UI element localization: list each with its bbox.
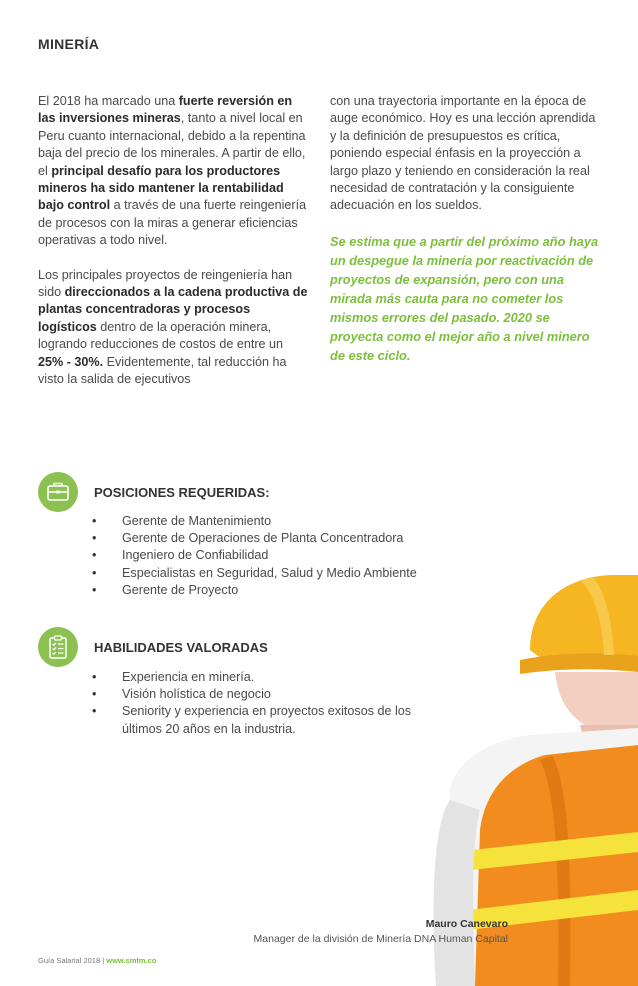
briefcase-icon [38,472,78,512]
right-column [330,93,602,365]
list-item: • Gerente de Operaciones de Planta Concentradora [92,530,452,547]
positions-title: POSICIONES REQUERIDAS: [94,485,270,500]
list-item: • Seniority y experiencia en proyectos exitosos de los últimos 20 años en la industria. [92,703,442,737]
signature-name: Mauro Canevaro [425,918,508,930]
left-paragraph-2: Los principales proyectos de reingeniería han sido direccionados a la cadena productiva de plantas concentradoras y procesos logísticos dentro de la operación minera, logrando reducciones de costos de entre un 25% - 30%. Evidentemente, tal reducción ha visto la salida de ejecutivos [38,267,308,387]
list-item: • Visión holística de negocio [92,686,442,703]
list-item: • Gerente de Proyecto [92,582,452,599]
list-item: • Gerente de Mantenimiento [92,513,452,530]
signature-role: Manager de la división de Minería DNA Human Capital [253,933,508,945]
skills-title: HABILIDADES VALORADAS [94,640,268,655]
footer [38,956,156,965]
footer-url[interactable]: www.smtm.co [106,956,157,965]
section-title: MINERÍA [38,36,100,52]
list-item: • Ingeniero de Confiabilidad [92,547,452,564]
left-paragraph-1: El 2018 ha marcado una fuerte reversión en las inversiones mineras, tanto a nivel local en Peru cuanto internacional, debido a la repentina baja del precio de los minerales. A partir de ello, el principal desafío para los productores mineros ha sido mantener la rentabilidad bajo control a través de una fuerte reingeniería de procesos con la miras a generar eficiencias operativas a todo nivel. [38,94,307,248]
clipboard-checklist-icon [38,627,78,667]
right-paragraph-1: con una trayectoria importante en la época de auge económico. Hoy es una lección aprendida y la definición de presupuestos es crítica, poniendo especial énfasis en la proyección a largo plazo y teniendo en consideración la real necesidad de contratación y la consiguiente adecuación en los sueldos. [330,94,596,213]
left-column [38,93,310,389]
highlight-quote: Se estima que a partir del próximo año haya un despegue la minería por reactivación de proyectos de expansión, pero con una mirada más cauta para no cometer los mismos errores del pasado. 2020 se proyecta como el mejor año a nivel minero de este ciclo. [330,233,599,363]
mining-worker-illustration [380,560,638,986]
list-item: • Experiencia en minería. [92,669,442,686]
footer-label: Guía Salarial 2018 | [38,956,107,965]
list-item: • Especialistas en Seguridad, Salud y Medio Ambiente [92,565,452,582]
